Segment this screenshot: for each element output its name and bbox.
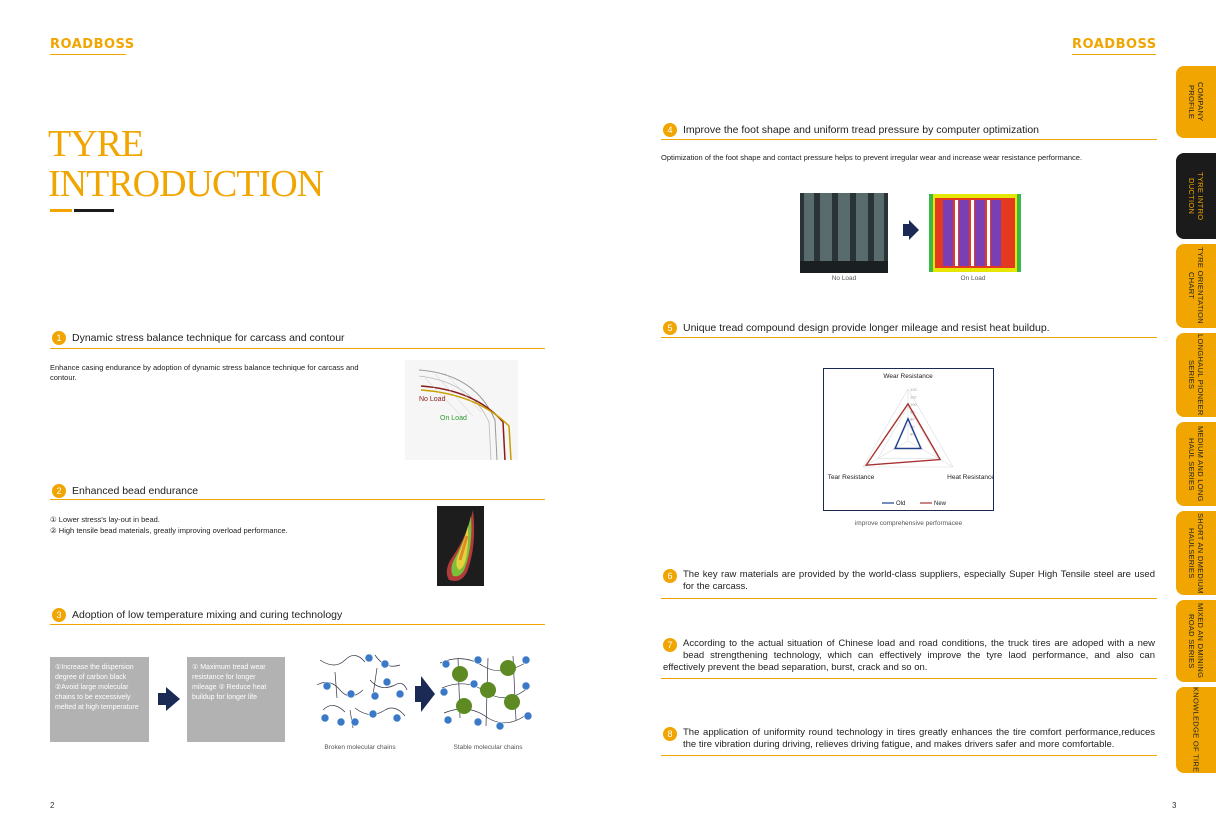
tab-longhaul-pioneer-series[interactable] <box>1176 333 1216 417</box>
arrow-icon <box>158 687 180 711</box>
title-dark-bar <box>74 209 114 212</box>
brand-logo-left: ROADBOSS <box>50 37 135 52</box>
tab-label: KNOWLEDGE OF TIRE <box>1191 687 1201 773</box>
section-3-heading <box>52 608 342 622</box>
page-title-line1: TYRE <box>48 123 144 165</box>
section-5-rule <box>661 337 1157 338</box>
tab-tyre-orientation-chart[interactable] <box>1176 244 1216 328</box>
section-7-number: 7 <box>663 638 677 652</box>
section-6-heading <box>663 569 1155 593</box>
mixing-benefit-box: ①Increase the dispersion degree of carbon black ②Avoid large molecular chains to be excessively melted at high temperature <box>50 657 149 742</box>
section-5-number: 5 <box>663 321 677 335</box>
tread-on-load-pressure-image <box>929 194 1021 272</box>
tab-tyre-introduction[interactable] <box>1176 153 1216 239</box>
radar-tick-label: 60 <box>910 431 915 437</box>
radar-tick-label: 90 <box>910 409 915 415</box>
caption-no-load: No Load <box>831 275 857 282</box>
no-load-label: No Load <box>419 396 446 403</box>
tab-company-profile[interactable] <box>1176 66 1216 138</box>
tab-knowledge-of-tire[interactable] <box>1176 687 1216 773</box>
section-3-rule <box>50 624 545 625</box>
radar-chart <box>823 368 994 511</box>
radar-axis-label: Tear Resistance <box>827 474 875 481</box>
tab-label: MEDIUM AND LONG HAUL SERIES <box>1187 426 1205 502</box>
tread-no-load-image <box>800 193 888 273</box>
section-5-title: Unique tread compound design provide longer mileage and resist heat buildup. <box>683 321 1050 334</box>
section-7-title: According to the actual situation of Chinese load and road conditions, the truck tires are adoped with a new bead strengthening technology, which can effectively improve the tyre laod performance, and also can effectively prevent the bead separation, burst, crack and so on. <box>663 638 1155 673</box>
section-2-line2: ② High tensile bead materials, greatly improving overload performance. <box>50 526 288 535</box>
section-3-number: 3 <box>52 608 66 622</box>
page-title-line2: INTRODUCTION <box>48 163 324 205</box>
section-7-heading <box>663 638 1155 674</box>
tab-label: TYRE INTRO DUCTION <box>1187 171 1205 221</box>
section-6-rule <box>661 598 1157 599</box>
broken-chains-figure <box>315 650 410 732</box>
section-1-title: Dynamic stress balance technique for carcass and contour <box>72 331 345 344</box>
title-accent-bar <box>50 209 72 212</box>
section-4-rule <box>661 139 1157 140</box>
section-8-number: 8 <box>663 727 677 741</box>
radar-tick-label: 80 <box>910 416 915 422</box>
radar-legend-label: New <box>934 501 947 507</box>
radar-axis-label: Heat Resistance <box>947 474 993 481</box>
radar-legend-label: Old <box>896 501 906 507</box>
tab-mixed-mining-road-series[interactable] <box>1176 600 1216 682</box>
section-8-heading <box>663 727 1155 751</box>
arrow-icon <box>415 676 435 712</box>
section-4-heading <box>663 123 1039 137</box>
on-load-label: On Load <box>440 415 467 422</box>
section-6-number: 6 <box>663 569 677 583</box>
radar-series-new <box>866 401 940 465</box>
arrow-icon <box>903 220 919 240</box>
radar-caption: improve comprehensive performacee <box>854 520 963 527</box>
stable-chains-figure <box>438 648 533 732</box>
section-8-title: The application of uniformity round technology in tires greatly enhances the tire comfort performance,reduces the tire vibration during driving, relieves driving fatigue, and makes drivers safer and more comfortable. <box>683 727 1155 750</box>
section-4-title: Improve the foot shape and uniform tread pressure by computer optimization <box>683 123 1040 136</box>
page-number-left: 2 <box>50 801 55 810</box>
radar-tick-label: 110 <box>910 394 917 400</box>
section-3-title: Adoption of low temperature mixing and curing technology <box>72 608 343 621</box>
tab-label: TYRE ORIENTATION CHART <box>1187 247 1205 325</box>
radar-tick-label: 100 <box>910 401 917 407</box>
section-2-rule <box>50 499 545 500</box>
section-1-rule <box>50 348 545 349</box>
section-2-line1: ① Lower stress's lay-out in bead. <box>50 515 160 524</box>
section-8-rule <box>661 755 1157 756</box>
radar-tick-label: 120 <box>910 387 917 392</box>
tab-label: LONGHAUL PIONEER SERIES <box>1187 334 1205 416</box>
radar-axis-label: Wear Resistance <box>883 373 933 380</box>
brand-logo-right: ROADBOSS <box>1072 37 1157 52</box>
bead-cross-section-figure <box>437 506 484 586</box>
section-7-rule <box>661 678 1157 679</box>
brand-underline-right <box>1072 54 1156 55</box>
tab-medium-long-haul-series[interactable] <box>1176 422 1216 506</box>
section-2-title: Enhanced bead endurance <box>72 484 199 497</box>
tab-label: SHORT AN DMEDIUM HAULSERIES <box>1187 512 1205 594</box>
section-5-heading <box>663 321 1050 335</box>
curing-benefit-box: ① Maximum tread wear resistance for longer mileage ② Reduce heat buildup for longer life <box>187 657 285 742</box>
section-4-number: 4 <box>663 123 677 137</box>
radar-tick-label: 70 <box>910 424 915 430</box>
brand-underline-left <box>50 54 126 55</box>
section-2-number: 2 <box>52 484 66 498</box>
page-number-right: 3 <box>1172 801 1177 810</box>
section-2-heading <box>52 484 198 498</box>
tab-label: MIXED AN DMINING ROAD SERIES <box>1187 603 1205 679</box>
section-1-heading <box>52 331 345 345</box>
carcass-contour-figure <box>405 360 518 460</box>
caption-on-load: On Load <box>960 275 986 282</box>
section-6-title: The key raw materials are provided by the world-class suppliers, especially Super High Tensile steel are used for the carcass. <box>683 569 1155 592</box>
tab-short-medium-haul-series[interactable] <box>1176 511 1216 595</box>
tab-label: COMPANY PROFILE <box>1187 82 1205 122</box>
section-1-number: 1 <box>52 331 66 345</box>
caption-stable-chains: Stable molecular chains <box>453 744 523 751</box>
caption-broken-chains: Broken molecular chains <box>324 744 396 751</box>
section-4-text: Optimization of the foot shape and contact pressure helps to prevent irregular wear and increase wear resistance performance. <box>661 153 1083 162</box>
section-1-text: Enhance casing endurance by adoption of dynamic stress balance technique for carcass and contour. <box>50 363 359 382</box>
